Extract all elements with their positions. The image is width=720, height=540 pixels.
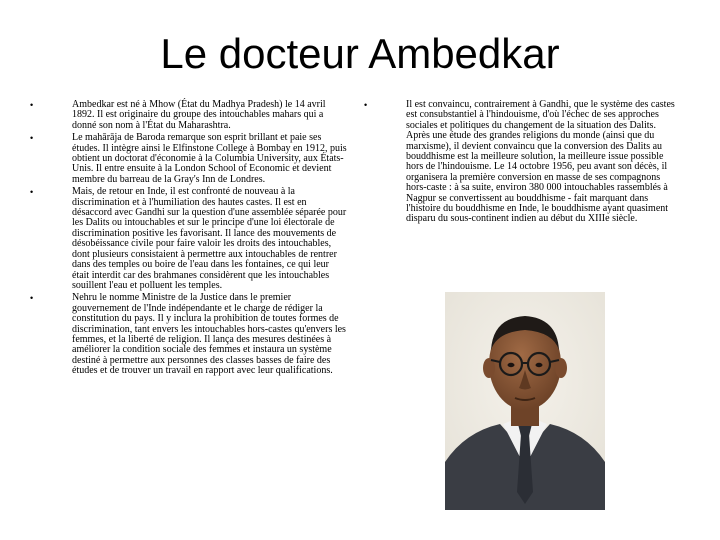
bullet-icon: • [30, 100, 34, 110]
bullet-item-education [30, 133, 348, 185]
bullet-text: Nehru le nomme Ministre de la Justice dans le premier gouvernement de l'Inde indépendante et le charge de rédiger la constitution du pays. Il y inclura la prohibition de toutes formes de discrimination, tant envers les intouchables hors-castes qu'envers les femmes, et la liberté de religion. Il lança des mesures destinées à améliorer la condition sociale des femmes et instaura un système destiné à permettre aux personnes des classes basses de faire des études et de trouver un travail en rapport avec leur qualifications. [72, 292, 346, 377]
bullet-item-buddhism [364, 100, 680, 225]
bullet-icon: • [364, 100, 368, 110]
bullet-item-birth [30, 100, 348, 131]
slide-title: Le docteur Ambedkar [160, 30, 560, 77]
bullet-text: Il est convaincu, contrairement à Gandhi, que le système des castes est consubstantiel à l'hindouisme, d'où l'échec de ses approches sociales et politiques du changement de la situation des Dalits. Après une étude des grandes religions du monde (ainsi que du marxisme), il devient convaincu que la conversion des Dalits au bouddhisme est la meilleure solution, la meilleure issue possible hors de l'hindouisme. Le 14 octobre 1956, peu avant son décès, il organisera la première conversion en masse de ses compagnons hors-caste : à sa suite, environ 380 000 intouchables rassemblés à Nagpur se convertissent au bouddhisme - fait marquant dans l'histoire du bouddhisme en Inde, le bouddhisme ayant quasiment disparu du sous-continent indien au début du XIIIe siècle. [406, 99, 675, 225]
bullet-item-constitution [30, 293, 348, 376]
right-eye [536, 363, 543, 367]
left-text-column [30, 100, 348, 379]
left-eye [508, 363, 515, 367]
bullet-text: Le mahārāja de Baroda remarque son esprit brillant et paie ses études. Il intègre ainsi le Elfinstone College à Bombay en 1912, puis obtient un doctorat d'économie à la Columbia University, aux États-Unis. Il entre ensuite à la London School of Economic et devient membre du barreau de la Gray's Inn de Londres. [72, 132, 347, 185]
bullet-text: Mais, de retour en Inde, il est confronté de nouveau à la discrimination et à l'humiliation des hautes castes. Il est en désaccord avec Gandhi sur la question d'une assemblée séparée pour les Dalits ou intouchables et sur le principe d'une loi électorale de discrimination positive les favorisant. Il lance des mouvements de désobéissance civile pour faire valoir les droits des intouchables, dont plusieurs consistaient à permettre aux intouchables de rentrer dans des temples ou boire de l'eau dans les fontaines, ce qui leur était interdit car des brahmanes considèrent que les intouchables souillent l'eau et polluent les temples. [72, 186, 347, 291]
bullet-item-discrimination [30, 187, 348, 291]
bullet-text: Ambedkar est né à Mhow (État du Madhya Pradesh) le 14 avril 1892. Il est originaire du groupe des intouchables mahars qui a donné son nom à l'État du Maharashtra. [72, 99, 326, 131]
bullet-icon: • [30, 293, 34, 304]
bullet-icon: • [30, 133, 34, 144]
right-text-column [364, 100, 680, 227]
ambedkar-portrait [445, 292, 605, 510]
bullet-icon: • [30, 187, 34, 198]
